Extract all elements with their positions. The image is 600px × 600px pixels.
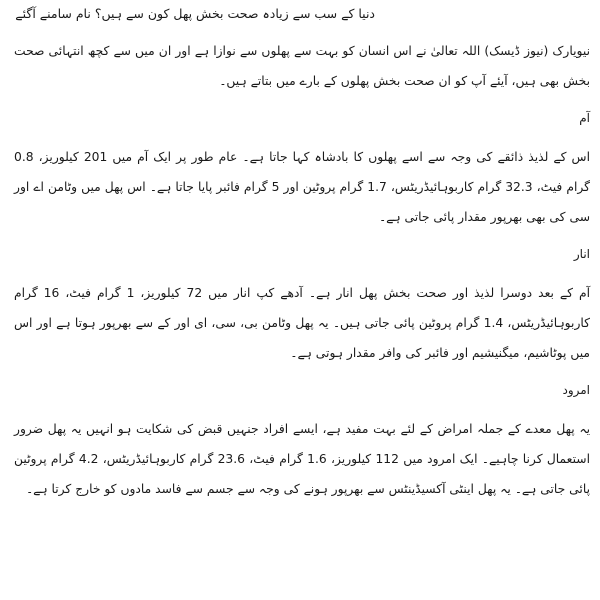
- section-body-pomegranate: آم کے بعد دوسرا لذیذ اور صحت بخش پھل انار ہے۔ آدھے کپ انار میں 72 کیلوریز، 1 گرام فیٹ، 16 گرام کاربوہائیڈریٹس، 1.4 گرام پروٹین پائی جاتی ہیں۔ یہ پھل وٹامن بی، سی، ای اور کے سے بھرپور ہوتا ہے اور اس میں پوٹاشیم، میگنیشیم اور فائبر کی وافر مقدار ہوتی ہے۔: [14, 286, 590, 360]
- section-body-mango: اس کے لذیذ ذائقے کی وجہ سے اسے پھلوں کا بادشاہ کہا جاتا ہے۔ عام طور پر ایک آم میں 201 کیلوریز، 0.8 گرام فیٹ، 32.3 گرام کاربوہائیڈریٹس، 1.7 گرام پروٹین اور 5 گرام فائبر پایا جاتا ہے۔ اس پھل میں وٹامن اے اور سی کی بھی بھرپور مقدار پائی جاتی ہے۔: [14, 150, 591, 224]
- intro-paragraph: نیویارک (نیوز ڈیسک) اللہ تعالیٰ نے اس انسان کو بہت سے پھلوں سے نوازا ہے اور ان میں سے کچھ انتہائی صحت بخش بھی ہیں، آیئے آپ کو ان صحت بخش پھلوں کے بارے میں بتاتے ہیں۔: [14, 44, 590, 88]
- section-heading-guava: امرود: [562, 383, 590, 397]
- article-headline: دنیا کے سب سے زیادہ صحت بخش پھل کون سے ہیں؟ نام سامنے آگئے: [15, 6, 375, 21]
- section-heading-pomegranate: انار: [573, 247, 590, 261]
- section-body-guava: یہ پھل معدے کے جملہ امراض کے لئے بہت مفید ہے، ایسے افراد جنہیں قبض کی شکایت ہو انہیں یہ پھل ضرور استعمال کرنا چاہیے۔ ایک امرود میں 112 کیلوریز، 1.6 گرام فیٹ، 23.6 گرام کاربوہائیڈریٹس، 4.2 گرام پروٹین پائی جاتی ہے۔ یہ پھل اینٹی آکسیڈینٹس سے بھرپور ہونے کی وجہ سے جسم سے فاسد مادوں کو خارج کرتا ہے۔: [14, 422, 591, 496]
- section-heading-mango: آم: [579, 111, 590, 125]
